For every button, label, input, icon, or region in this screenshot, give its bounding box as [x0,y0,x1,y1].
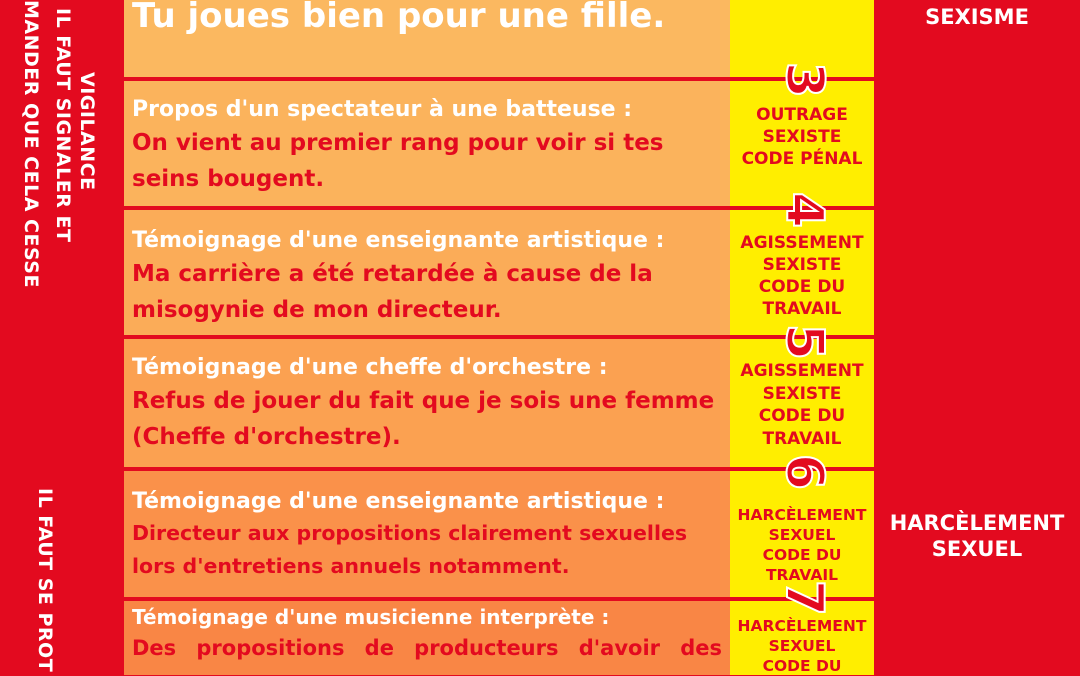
row-number: 7 [774,579,834,617]
law-line: SEXISTE [762,127,842,147]
category-sexisme: SEXISME [925,5,1029,29]
law-line: TRAVAIL [762,299,842,319]
vigilance-label: VIGILANCE [76,72,98,191]
law-line: CODE DU [758,277,846,297]
law-label-agissement-1 [730,232,874,320]
law-line: AGISSEMENT [740,361,864,381]
testimony-quote: Des propositions de producteurs d'avoir des [132,636,722,660]
law-label-harcelement-2 [730,616,874,676]
row-number: 6 [774,453,834,491]
demander-label: MANDER QUE CELA CESSE [20,0,42,288]
testimony-quote: Tu joues bien pour une fille. [132,0,666,36]
testimony-row-6 [124,601,730,675]
law-line: CODE DU [762,546,842,564]
law-line: CODE PÉNAL [741,149,863,169]
law-line: TRAVAIL [762,428,842,449]
law-line: SEXISTE [762,383,842,404]
law-line: HARCÈLEMENT [737,617,867,635]
testimony-quote: Refus de jouer du fait que je sois une femme (Cheffe d'orchestre). [132,388,715,450]
testimony-row-2 [124,81,730,207]
testimony-source: Témoignage d'une enseignante artistique : [132,228,665,253]
row-number: 5 [774,323,834,361]
testimony-row-4 [124,339,730,468]
law-line: AGISSEMENT [740,233,864,253]
law-line: SEXUEL [768,637,836,655]
testimony-source: Témoignage d'une enseignante artistique : [132,489,665,514]
testimony-row-1 [124,0,730,78]
testimony-row-5 [124,471,730,598]
proteger-label: IL FAUT SE PROT [34,488,56,673]
row-number: 4 [774,191,834,229]
law-line: CODE DU [762,657,842,675]
law-line: CODE DU [758,406,846,426]
law-line: SEXUEL [768,526,836,544]
law-line: HARCÈLEMENT [737,506,867,524]
law-line: TRAVAIL [765,566,839,584]
testimony-quote: Ma carrière a été retardée à cause de la misogynie de mon directeur. [132,261,653,323]
category-harcelement [874,510,1080,562]
law-line: OUTRAGE [756,105,848,125]
testimony-quote: Directeur aux propositions clairement sexuelles lors d'entretiens annuels notamment. [132,521,688,578]
testimony-source: Témoignage d'une musicienne interprète : [132,605,610,629]
row-number: 3 [774,61,834,99]
law-label-outrage [730,104,874,170]
testimony-row-3 [124,210,730,336]
testimony-quote: On vient au premier rang pour voir si tes seins bougent. [132,130,664,192]
category-line: HARCÈLEMENT [889,511,1065,535]
testimony-source: Propos d'un spectateur à une batteuse : [132,97,633,122]
law-label-agissement-2 [730,360,874,450]
testimony-source: Témoignage d'une cheffe d'orchestre : [132,355,608,380]
law-line: SEXISTE [762,255,842,275]
signaler-label: IL FAUT SIGNALER ET [52,8,74,243]
category-line: SEXUEL [931,537,1023,561]
